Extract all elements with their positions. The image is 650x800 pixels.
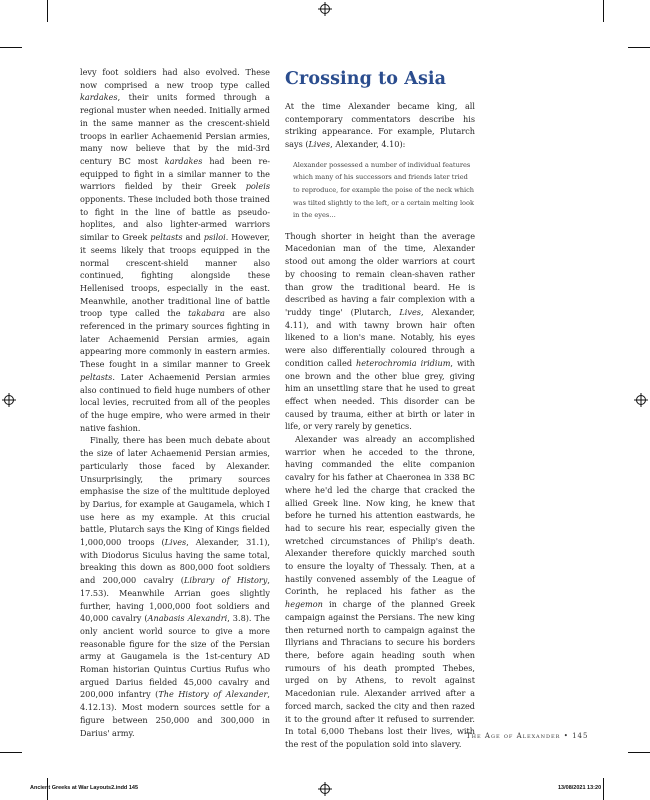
print-slug-file: Ancient Greeks at War Layouts2.indd 145 [30,785,138,791]
body-paragraph: At the time Alexander became king, all contemporary commentators describe his striking appearance. For example, Plutarch says (Lives, Alexander, 4.10): [285,101,475,150]
crop-mark-top-right-v [603,0,604,22]
left-text-column [80,66,270,739]
crop-mark-bottom-right-v [603,778,604,800]
body-paragraph: Finally, there has been much debate about the size of later Achaemenid Persian armies, particularly those faced by Alexander. Unsurprisingly, the primary sources emphasise the size of the multitude deployed by Darius, for example at Gaugamela, which I use here as my example. At this crucial battle, Plutarch says the King of Kings fielded 1,000,000 troops (Lives, Alexander, 31.1), with Diodorus Siculus having the same total, breaking this down as 800,000 foot soldiers and 200,000 cavalry (Library of History, 17.53). Meanwhile Arrian goes slightly further, having 1,000,000 foot soldiers and 40,000 cavalry (Anabasis Alexandri, 3.8). The only ancient world source to give a more reasonable figure for the size of the Persian army at Gaugamela is the 1st-century AD Roman historian Quintus Curtius Rufus who argued Darius fielded 45,000 cavalry and 200,000 infantry (The History of Alexander, 4.12.13). Most modern sources settle for a figure between 250,000 and 300,000 in Darius' army. [80,435,271,738]
body-paragraph: Though shorter in height than the average Macedonian man of the time, Alexander stood out among the older warriors at court by choosing to remain clean-shaven rather than grow the traditional beard. He is described as having a fair complexion with a 'ruddy tinge' (Plutarch, Lives, Alexander, 4.11), and with tawny brown hair often likened to a lion's mane. Notably, his eyes were also differentially coloured through a condition called heterochromia iridium, with one brown and the other blue grey, giving him an unsettling stare that he used to great effect when needed. This disorder can be caused by trauma, either at birth or later in life, or very rarely by genetics. [285,230,476,432]
registration-mark-right-icon [636,395,646,405]
crop-mark-bottom-right-h [628,752,650,753]
section-heading: Crossing to Asia [285,69,447,89]
right-text-column [285,66,475,751]
footer-separator: • [563,732,569,740]
registration-mark-bottom-icon [320,784,330,794]
crop-mark-top-left-h [0,47,22,48]
running-footer [466,732,588,740]
registration-mark-left-icon [4,395,14,405]
registration-mark-top-icon [320,4,330,14]
running-title: The Age of Alexander [466,732,561,740]
body-paragraph: Alexander was already an accomplished warrior when he acceded to the throne, having commanded the elite companion cavalry for his father at Chaeronea in 338 BC where he'd led the charge that cracked the allied Greek line. Now king, he knew that before he turned his attention eastwards, he had to secure his rear, especially given the wretched circumstances of Philip's death. Alexander therefore quickly marched south to ensure the loyalty of Thessaly. Then, at a hastily convened assembly of the League of Corinth, he replaced his father as the hegemon in charge of the planned Greek campaign against the Persians. The new king then returned north to campaign against the Illyrians and Thracians to secure his borders there, before again heading south when rumours of his death prompted Thebes, urged on by Athens, to revolt against Macedonian rule. Alexander arrived after a forced march, sacked the city and then razed it to the ground after it refused to surrender. In total 6,000 Thebans lost their lives, with the rest of the population sold into slavery. [285,434,475,749]
body-paragraph: levy foot soldiers had also evolved. These now comprised a new troop type called kardakes, their units formed through a regional muster when needed. Initially armed in the same manner as the crescent-shield troops in earlier Achaemenid Persian armies, many now believe that by the mid-3rd century BC most kardakes had been re-equipped to fight in a similar manner to the warriors fielded by their Greek poleis opponents. These included both those trained to fight in the line of battle as pseudo-hoplites, and also lighter-armed warriors similar to Greek peltasts and psiloi. However, it seems likely that troops equipped in the normal crescent-shield manner also continued, fighting alongside these Hellenised troops, especially in the east. Meanwhile, another traditional line of battle troop type called the takabara are also referenced in the primary sources fighting in later Achaemenid Persian armies, again appearing more commonly in eastern armies. These fought in a similar manner to Greek peltasts. Later Achaemenid Persian armies also continued to field huge numbers of other local levies, recruited from all of the peoples of the huge empire, who were armed in their native fashion. [80,67,270,433]
page-number: 145 [572,732,589,740]
block-quote: Alexander possessed a number of individual features which many of his successors and friends later tried to reproduce, for example the poise of the neck which was tilted slightly to the left, or a certain melting look in the eyes… [293,160,475,220]
print-slug-date: 13/08/2021 13:20 [558,785,602,791]
crop-mark-top-left-v [47,0,48,22]
crop-mark-bottom-left-h [0,752,22,753]
crop-mark-top-right-h [628,47,650,48]
